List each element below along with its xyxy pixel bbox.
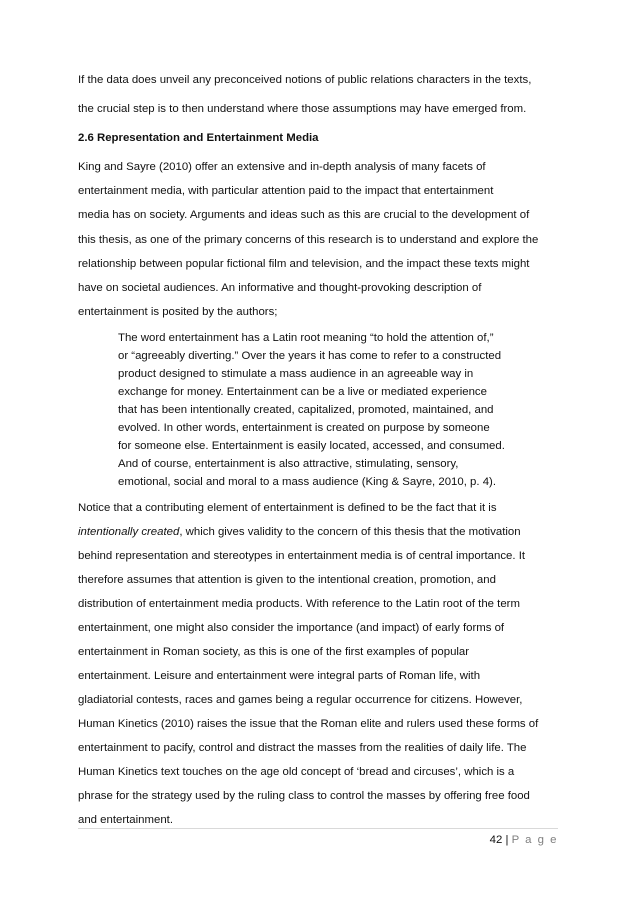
paragraph-two-line: distribution of entertainment media products. With reference to the Latin root of the term (78, 598, 520, 610)
paragraph-one-line: entertainment media, with particular attention paid to the impact that entertainment (78, 185, 494, 197)
block-quote-line: or “agreeably diverting.” Over the years it has come to refer to a constructed (118, 350, 502, 362)
paragraph-one-line: entertainment is posited by the authors; (78, 306, 278, 318)
paragraph-one-line: relationship between popular fictional film and television, and the impact these texts might (78, 258, 530, 270)
footer-separator: | (502, 834, 512, 846)
page-footer (490, 833, 558, 847)
intro-line-2: the crucial step is to then understand where those assumptions may have emerged from. (78, 103, 527, 115)
block-quote-line: emotional, social and moral to a mass audience (King & Sayre, 2010, p. 4). (118, 476, 496, 488)
block-quote-line: evolved. In other words, entertainment is created on purpose by someone (118, 422, 490, 434)
paragraph-one-line: this thesis, as one of the primary concerns of this research is to understand and explore the (78, 234, 539, 246)
block-quote-line: product designed to stimulate a mass audience in an agreeable way in (118, 368, 474, 380)
paragraph-two-line: Notice that a contributing element of entertainment is defined to be the fact that it is (78, 502, 497, 514)
paragraph-one-line: media has on society. Arguments and ideas such as this are crucial to the development of (78, 209, 530, 221)
paragraph-two-line: entertainment to pacify, control and distract the masses from the realities of daily life. The (78, 742, 527, 754)
paragraph-two-line: entertainment in Roman society, as this is one of the first examples of popular (78, 646, 470, 658)
page-number: 42 (489, 834, 503, 846)
paragraph-two-line: and entertainment. (78, 814, 173, 826)
paragraph-two-line: gladiatorial contests, races and games being a regular occurrence for citizens. However, (78, 694, 523, 706)
paragraph-two-line: phrase for the strategy used by the ruling class to control the masses by offering free food (78, 790, 530, 802)
block-quote-line: for someone else. Entertainment is easily located, accessed, and consumed. (118, 440, 505, 452)
paragraph-one-line: have on societal audiences. An informative and thought-provoking description of (78, 282, 482, 294)
paragraph-two-line: Human Kinetics text touches on the age old concept of ‘bread and circuses’, which is a (78, 766, 515, 778)
paragraph-two-text: , which gives validity to the concern of this thesis that the motivation (179, 526, 521, 538)
block-quote-line: exchange for money. Entertainment can be a live or mediated experience (118, 386, 487, 398)
block-quote-line: that has been intentionally created, capitalized, promoted, maintained, and (118, 404, 494, 416)
paragraph-two-line: entertainment, one might also consider the importance (and impact) of early forms of (78, 622, 505, 634)
emphasis-text: intentionally created (78, 526, 180, 538)
paragraph-two-line (78, 525, 521, 539)
paragraph-two-line: entertainment. Leisure and entertainment were integral parts of Roman life, with (78, 670, 481, 682)
block-quote-line: And of course, entertainment is also attractive, stimulating, sensory, (118, 458, 459, 470)
footer-divider (78, 828, 558, 829)
paragraph-two-line: therefore assumes that attention is given to the intentional creation, promotion, and (78, 574, 496, 586)
page-label: P a g e (511, 834, 558, 846)
paragraph-two-line: Human Kinetics (2010) raises the issue that the Roman elite and rulers used these forms of (78, 718, 539, 730)
section-heading: 2.6 Representation and Entertainment Media (78, 132, 319, 144)
paragraph-one-line: King and Sayre (2010) offer an extensive and in-depth analysis of many facets of (78, 161, 486, 173)
paragraph-two-line: behind representation and stereotypes in entertainment media is of central importance. It (78, 550, 526, 562)
intro-line-1: If the data does unveil any preconceived notions of public relations characters in the texts, (78, 74, 532, 86)
block-quote-line: The word entertainment has a Latin root meaning “to hold the attention of,” (118, 332, 494, 344)
